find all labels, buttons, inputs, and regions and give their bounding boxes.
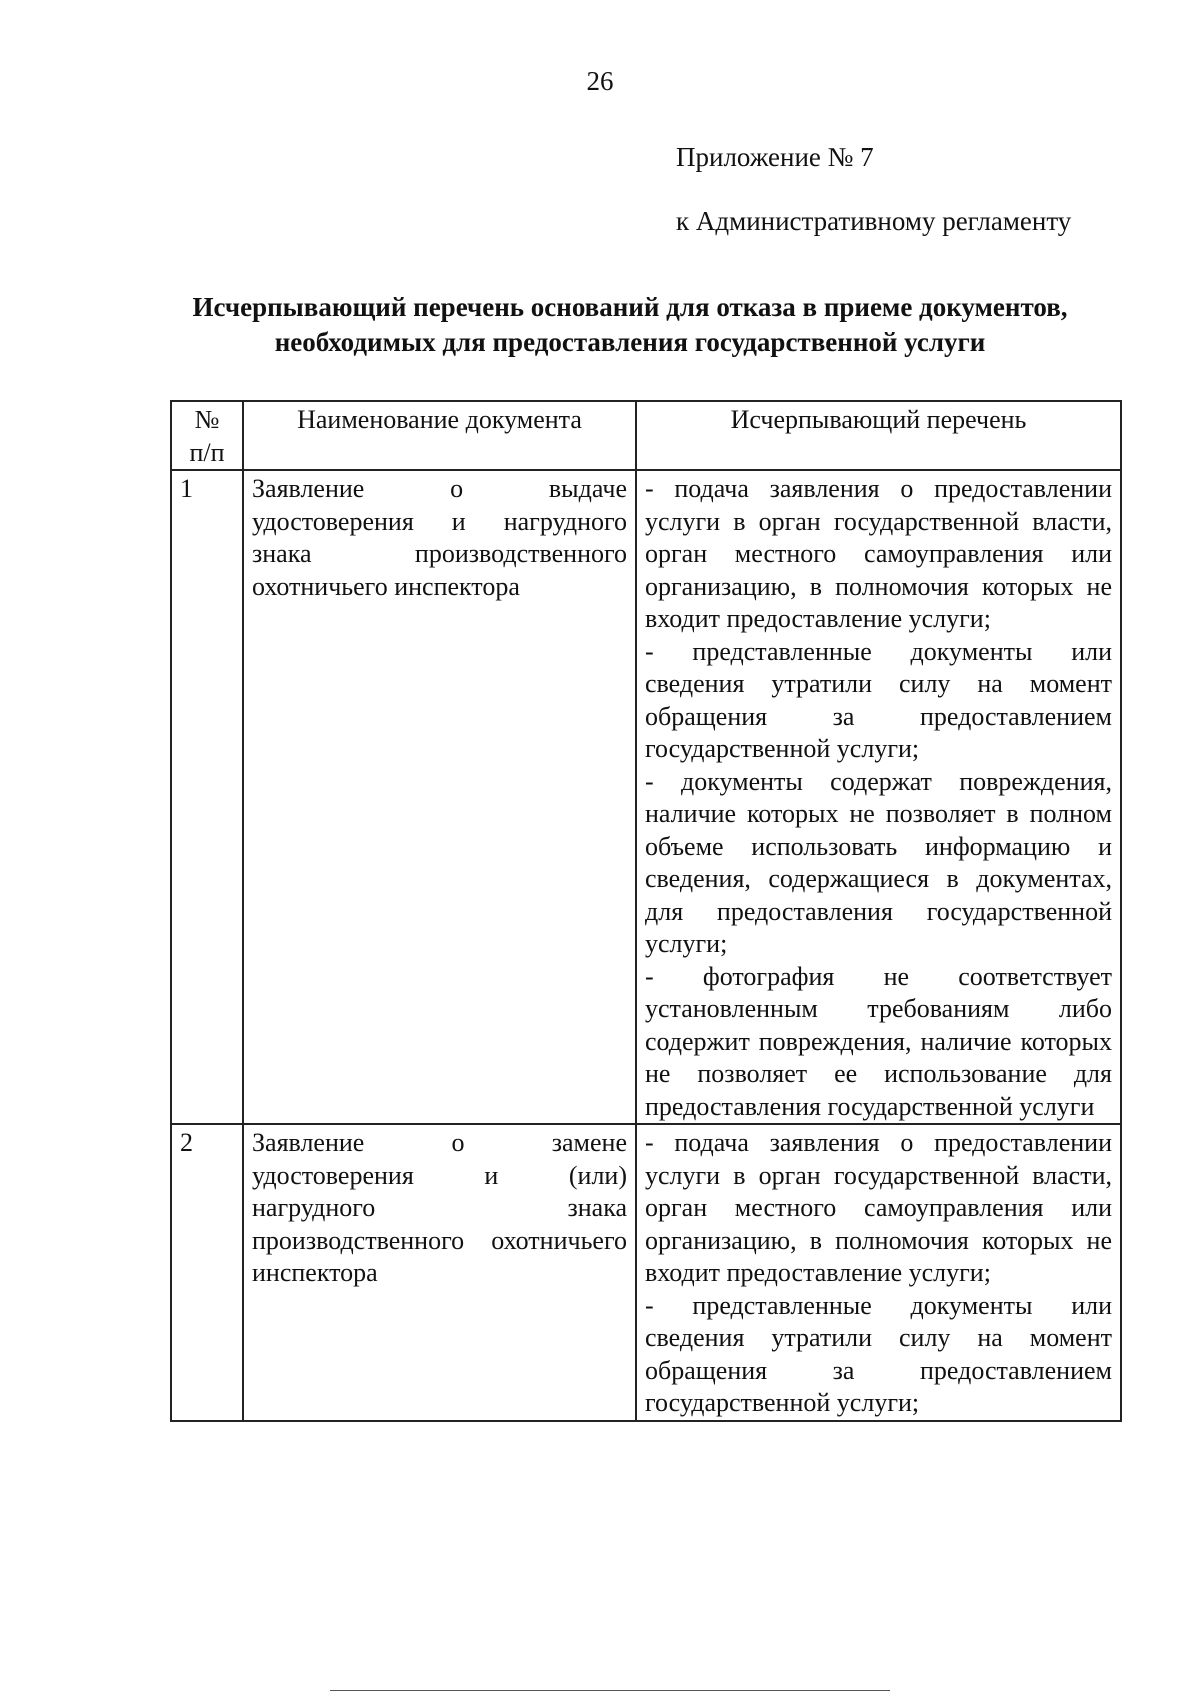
row-number: 2 xyxy=(171,1124,243,1421)
refusal-grounds-table xyxy=(170,400,1122,1422)
header-number-symbol: № xyxy=(194,405,220,434)
ground-item: - подача заявления о предоставлении услуги в орган государственной власти, орган местного самоуправления или организацию, в полномочия которых не входит предоставление услуги; xyxy=(645,1128,1112,1287)
table-row xyxy=(171,1124,1121,1421)
row-number: 1 xyxy=(171,470,243,1124)
header-exhaustive-list: Исчерпывающий перечень xyxy=(636,401,1121,470)
page-number: 26 xyxy=(586,66,614,96)
document-name-cell: Заявление о выдаче удостоверения и нагрудного знака производственного охотничьего инспектора xyxy=(243,470,636,1124)
table-row xyxy=(171,470,1121,1124)
document-title-line-2: необходимых для предоставления государственной услуги xyxy=(274,327,986,357)
header-number xyxy=(171,401,243,470)
page-bottom-rule xyxy=(330,1690,890,1691)
ground-item: - фотография не соответствует установленным требованиям либо содержит повреждения, наличие которых не позволяет ее использование для предоставления государственной услуги xyxy=(645,961,1112,1121)
header-number-abbr: п/п xyxy=(189,437,225,467)
ground-item: - документы содержат повреждения, наличие которых не позволяет в полном объеме использовать информацию и сведения, содержащиеся в документах, для предоставления государственной услуги; xyxy=(645,766,1112,958)
ground-item: - представленные документы или сведения утратили силу на момент обращения за предоставлением государственной услуги; xyxy=(645,1290,1112,1417)
document-title xyxy=(150,290,1110,360)
grounds-cell xyxy=(636,470,1121,1124)
document-name-cell: Заявление о замене удостоверения и (или) нагрудного знака производственного охотничьего инспектора xyxy=(243,1124,636,1421)
ground-item: - подача заявления о предоставлении услуги в орган государственной власти, орган местного самоуправления или организацию, в полномочия которых не входит предоставление услуги; xyxy=(645,474,1112,633)
appendix-reference: к Административному регламенту xyxy=(676,206,1072,236)
header-document-name: Наименование документа xyxy=(243,401,636,470)
appendix-label: Приложение № 7 xyxy=(676,142,874,172)
ground-item: - представленные документы или сведения утратили силу на момент обращения за предоставлением государственной услуги; xyxy=(645,636,1112,763)
table-header-row xyxy=(171,401,1121,470)
document-title-line-1: Исчерпывающий перечень оснований для отказа в приеме документов, xyxy=(192,292,1068,322)
grounds-cell xyxy=(636,1124,1121,1421)
